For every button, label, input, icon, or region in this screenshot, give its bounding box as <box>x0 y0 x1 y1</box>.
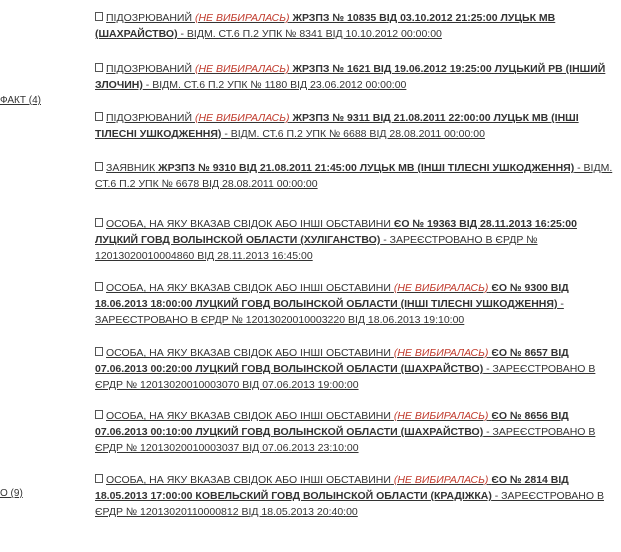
entry-role: ПІДОЗРЮВАНИЙ <box>106 63 193 75</box>
checkbox[interactable] <box>95 63 103 72</box>
checkbox[interactable] <box>95 218 103 227</box>
entry-case[interactable]: ЄО № 2814 ВІД 18.05.2013 17:00:00 КОВЕЛЬСКИЙ ГОВД ВОЛЫНСКОЙ ОБЛАСТИ (КРАДІЖКА) <box>95 474 569 502</box>
entry-remark: (НЕ ВИБИРАЛАСЬ) <box>194 12 290 24</box>
checkbox[interactable] <box>95 112 103 121</box>
entry-registration: - ВІДМ. СТ.6 П.2 УПК № 6688 ВІД 28.08.2011 00:00:00 <box>221 128 485 140</box>
entry-role: ОСОБА, НА ЯКУ ВКАЗАВ СВІДОК АБО ІНШІ ОБСТАВИНИ <box>106 347 391 359</box>
entry-registration: - ЗАРЕЄСТРОВАНО В ЄРДР № 12013020110000812 ВІД 18.05.2013 20:40:00 <box>95 490 604 518</box>
entry-case[interactable]: ЄО № 8656 ВІД 07.06.2013 00:10:00 ЛУЦКИЙ ГОВД ВОЛЫНСКОЙ ОБЛАСТИ (ШАХРАЙСТВО) <box>95 410 569 438</box>
entry-remark: (НЕ ВИБИРАЛАСЬ) <box>393 410 489 422</box>
entry-registration: - ЗАРЕЄСТРОВАНО В ЄРДР № 12013020010004860 ВІД 28.11.2013 16:45:00 <box>95 234 538 262</box>
entry-role: ОСОБА, НА ЯКУ ВКАЗАВ СВІДОК АБО ІНШІ ОБСТАВИНИ <box>106 218 391 230</box>
entry-role: ОСОБА, НА ЯКУ ВКАЗАВ СВІДОК АБО ІНШІ ОБСТАВИНИ <box>106 282 391 294</box>
entry-registration: - ЗАРЕЄСТРОВАНО В ЄРДР № 12013020010003220 ВІД 18.06.2013 19:10:00 <box>95 298 564 326</box>
side-link-other[interactable]: О (9) <box>0 488 23 499</box>
entry-registration: - ВІДМ. СТ.6 П.2 УПК № 6678 ВІД 28.08.2011 00:00:00 <box>95 162 613 190</box>
entry-case[interactable]: ЖРЗПЗ № 10835 ВІД 03.10.2012 21:25:00 ЛУЦЬК МВ (ШАХРАЙСТВО) <box>95 12 556 40</box>
entry-remark: (НЕ ВИБИРАЛАСЬ) <box>194 112 290 124</box>
entry-registration: - ЗАРЕЄСТРОВАНО В ЄРДР № 12013020010003070 ВІД 07.06.2013 19:00:00 <box>95 363 596 391</box>
entry-registration: - ВІДМ. СТ.6 П.2 УПК № 8341 ВІД 10.10.2012 00:00:00 <box>177 28 442 40</box>
entry-remark: (НЕ ВИБИРАЛАСЬ) <box>393 282 489 294</box>
checkbox[interactable] <box>95 347 103 356</box>
list-item[interactable] <box>95 280 615 328</box>
checkbox[interactable] <box>95 12 103 21</box>
list-item[interactable] <box>95 10 615 42</box>
entry-case[interactable]: ЄО № 9300 ВІД 18.06.2013 18:00:00 ЛУЦКИЙ ГОВД ВОЛЫНСКОЙ ОБЛАСТИ (ІНШІ ТІЛЕСНІ УШКОДЖЕННЯ) <box>95 282 569 310</box>
entry-case[interactable]: ЖРЗПЗ № 9311 ВІД 21.08.2011 22:00:00 ЛУЦЬК МВ (ІНШІ ТІЛЕСНІ УШКОДЖЕННЯ) <box>95 112 579 140</box>
entry-case[interactable]: ЖРЗПЗ № 9310 ВІД 21.08.2011 21:45:00 ЛУЦЬК МВ (ІНШІ ТІЛЕСНІ УШКОДЖЕННЯ) <box>158 162 575 174</box>
checkbox[interactable] <box>95 474 103 483</box>
list-item[interactable] <box>95 216 615 264</box>
list-item[interactable] <box>95 345 615 393</box>
entry-role: ПІДОЗРЮВАНИЙ <box>106 112 193 124</box>
entry-case[interactable]: ЄО № 8657 ВІД 07.06.2013 00:20:00 ЛУЦКИЙ ГОВД ВОЛЫНСКОЙ ОБЛАСТИ (ШАХРАЙСТВО) <box>95 347 569 375</box>
list-item[interactable] <box>95 408 615 456</box>
checkbox[interactable] <box>95 162 103 171</box>
entry-remark: (НЕ ВИБИРАЛАСЬ) <box>194 63 290 75</box>
list-item[interactable] <box>95 110 615 142</box>
checkbox[interactable] <box>95 410 103 419</box>
entry-role: ОСОБА, НА ЯКУ ВКАЗАВ СВІДОК АБО ІНШІ ОБСТАВИНИ <box>106 410 391 422</box>
list-item[interactable] <box>95 160 615 192</box>
entry-role: ПІДОЗРЮВАНИЙ <box>106 12 193 24</box>
entry-remark: (НЕ ВИБИРАЛАСЬ) <box>393 347 489 359</box>
entry-registration: - ЗАРЕЄСТРОВАНО В ЄРДР № 12013020010003037 ВІД 07.06.2013 23:10:00 <box>95 426 596 454</box>
entry-role: ОСОБА, НА ЯКУ ВКАЗАВ СВІДОК АБО ІНШІ ОБСТАВИНИ <box>106 474 391 486</box>
entry-registration: - ВІДМ. СТ.6 П.2 УПК № 1180 ВІД 23.06.2012 00:00:00 <box>142 79 407 91</box>
list-item[interactable] <box>95 61 615 93</box>
checkbox[interactable] <box>95 282 103 291</box>
list-item[interactable] <box>95 472 615 520</box>
entry-case[interactable]: ЖРЗПЗ № 1621 ВІД 19.06.2012 19:25:00 ЛУЦЬКИЙ РВ (ІНШИЙ ЗЛОЧИН) <box>95 63 606 91</box>
entry-remark: (НЕ ВИБИРАЛАСЬ) <box>393 474 489 486</box>
entry-role: ЗАЯВНИК <box>106 162 156 174</box>
entry-case[interactable]: ЄО № 19363 ВІД 28.11.2013 16:25:00 ЛУЦКИЙ ГОВД ВОЛЫНСКОЙ ОБЛАСТИ (ХУЛІГАНСТВО) <box>95 218 577 246</box>
side-link-fact[interactable]: ФАКТ (4) <box>0 95 41 106</box>
